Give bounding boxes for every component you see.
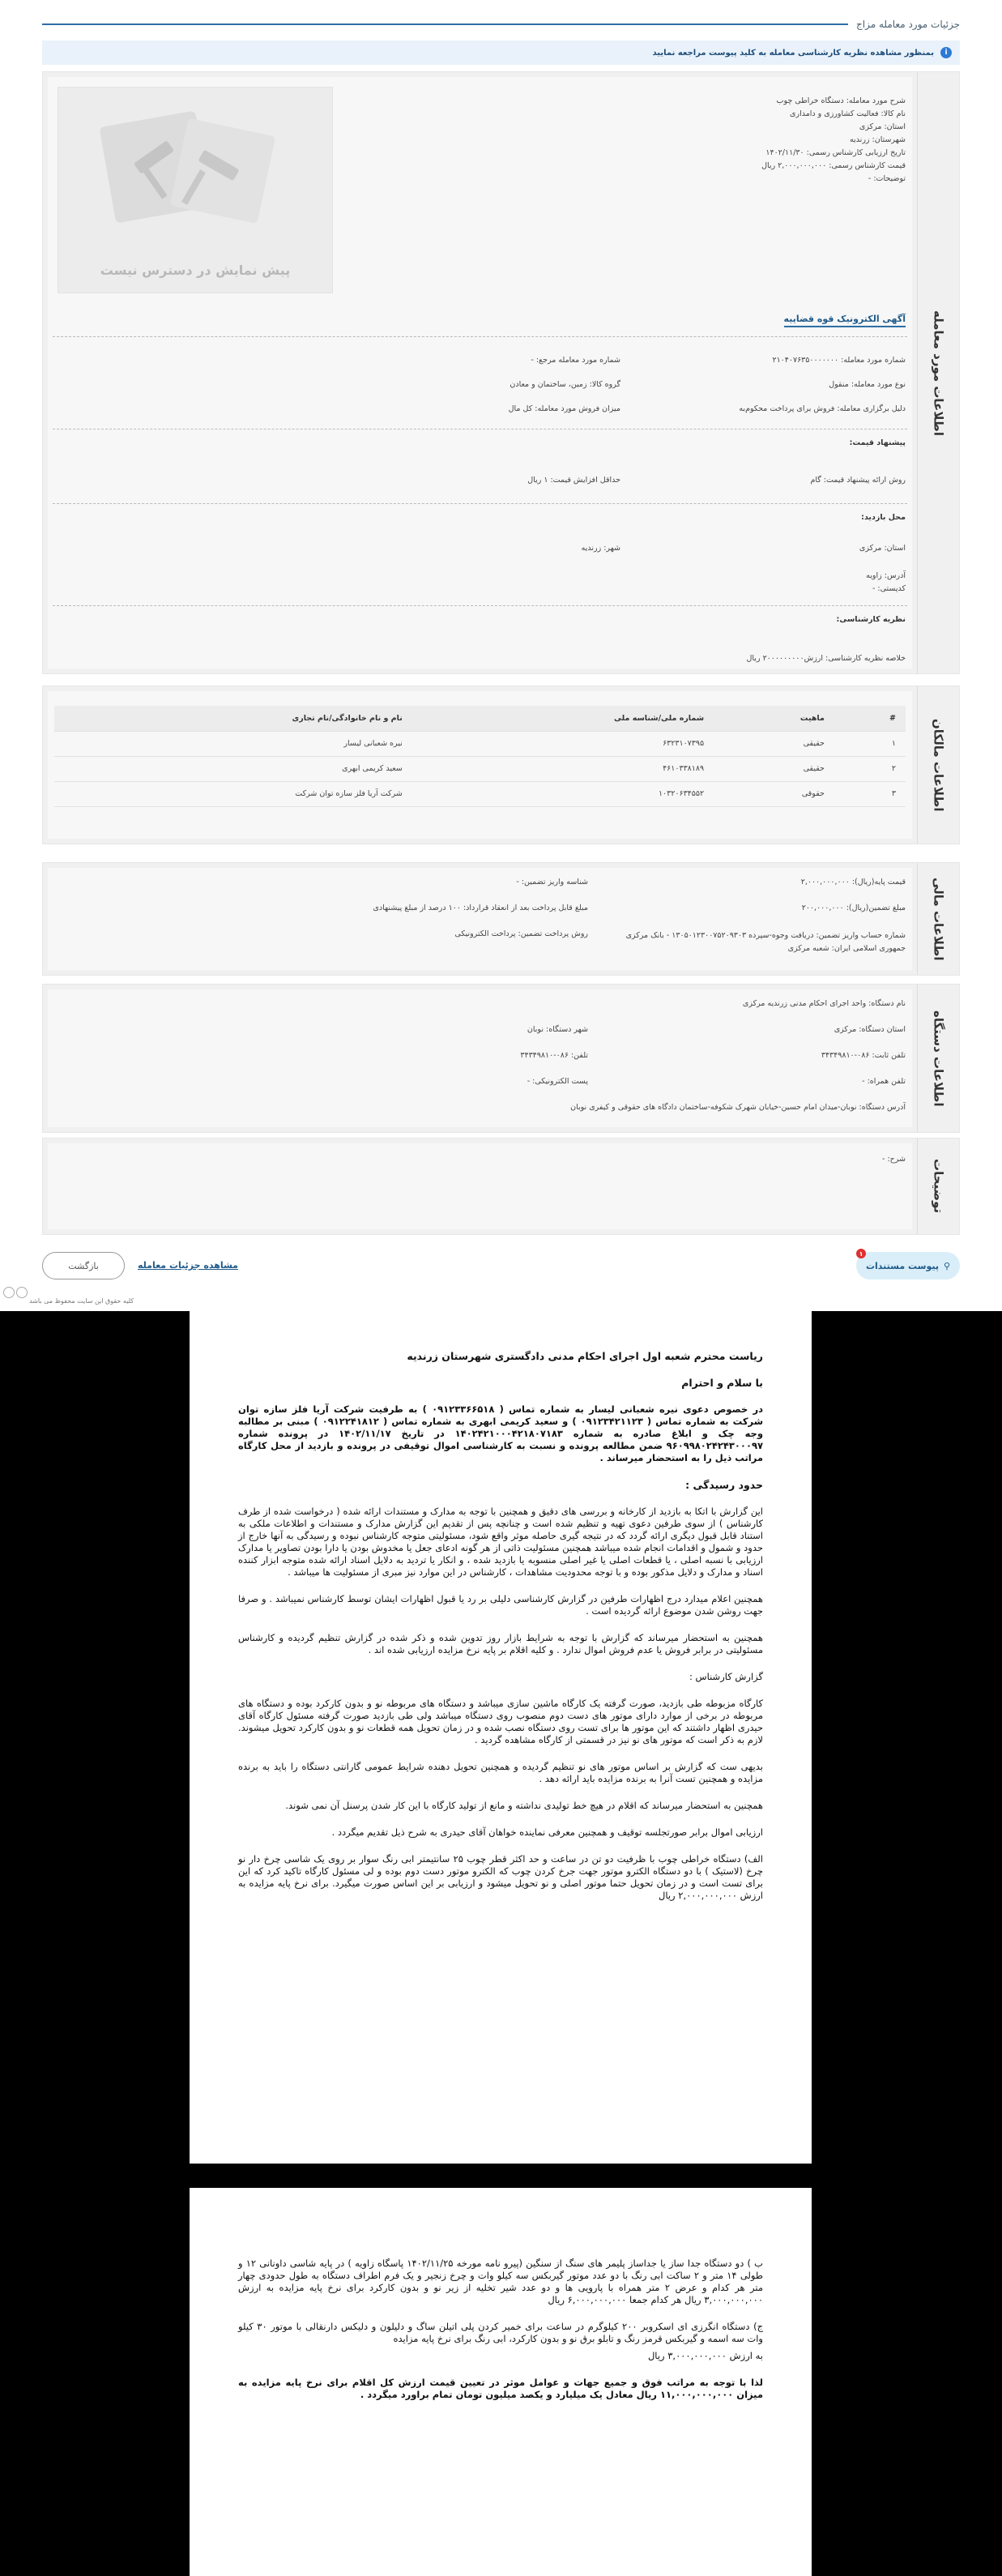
info-icon: i bbox=[940, 47, 952, 58]
report-title: گزارش کارشناس : bbox=[689, 1671, 763, 1682]
column-header: نام و نام خانوادگی/نام تجاری bbox=[54, 706, 412, 731]
agency-fax: تلفن: ۰۸۶-۳۴۳۴۹۸۱۰ bbox=[520, 1051, 588, 1060]
desc-line: استان: مرکزی bbox=[859, 122, 906, 131]
item-info-body bbox=[48, 77, 912, 669]
finance-body bbox=[48, 868, 912, 970]
footer bbox=[0, 1297, 1002, 1306]
column-header: شماره ملی/شناسه ملی bbox=[412, 706, 714, 731]
expert-summary: خلاصه نظریه کارشناسی: ارزش۲۰۰۰۰۰۰۰۰۰ ریال bbox=[746, 654, 906, 663]
view-details-link[interactable]: مشاهده جزئیات معامله bbox=[138, 1260, 238, 1271]
copyright-text: کلیه حقوق این سایت محفوظ می باشد bbox=[29, 1297, 134, 1305]
document-paragraph: ارزیابی اموال برابر صورتجلسه توقیف و همچنین معرفی نماینده خواهان آقای حیدری به شرح ذیل تقدیم میگردد . bbox=[331, 1826, 763, 1838]
judicial-ad-link[interactable]: آگهی الکترونیک قوه قضاییه bbox=[784, 314, 906, 327]
bid-method: روش ارائه پیشنهاد قیمت: گام bbox=[810, 476, 906, 485]
table-cell: شرکت آریا فلز سازه توان شرکت bbox=[54, 781, 412, 806]
divider bbox=[53, 503, 907, 504]
item-info-section bbox=[42, 71, 960, 674]
document-title: ریاست محترم شعبه اول اجرای احکام مدنی دادگستری شهرستان زرندیه bbox=[407, 1350, 763, 1362]
image-placeholder-caption: پیش نمایش در دسترس نیست bbox=[100, 263, 291, 278]
divider bbox=[53, 605, 907, 606]
page-header bbox=[42, 16, 960, 32]
desc-line: توضیحات: - bbox=[868, 174, 906, 183]
document-paragraph: همچنین به استحضار میرساند که اقلام در هیچ خط تولیدی نداشته و مانع از تولید کارگاه با این کار شدن پرسنل آن نمی شوند. bbox=[285, 1800, 763, 1811]
deal-number: شماره مورد معامله: ۲۱۰۴۰۷۶۳۵۰۰۰۰۰۰۰ bbox=[772, 356, 906, 365]
deposit-account: شماره حساب واریز تضمین: دریافت وجوه-سپرده ۱۳۰۵۰۱۲۳۰۰۷۵۲۰۹۳۰۳ - بانک مرکزی جمهوری اسلامی ایران: شعبه مرکزی bbox=[625, 931, 906, 953]
paperclip-icon: ⚲ bbox=[943, 1260, 951, 1271]
table-cell: ۴۶۱۰۳۳۸۱۸۹ bbox=[412, 756, 714, 781]
owners-side-title: اطلاعات مالکان bbox=[917, 686, 959, 844]
attachments-button[interactable] bbox=[856, 1252, 960, 1279]
base-price: قیمت پایه(ریال): ۲,۰۰۰,۰۰۰,۰۰۰ bbox=[800, 878, 906, 886]
agency-body bbox=[48, 989, 912, 1127]
agency-name: نام دستگاه: واحد اجرای احکام مدنی زرندیه مرکزی bbox=[742, 999, 906, 1008]
deposit-id: شناسه واریز تضمین: - bbox=[516, 878, 588, 886]
attachment-notice bbox=[42, 41, 960, 65]
agency-address: آدرس دستگاه: نوبان-میدان امام حسین-خیابان شهرک شکوفه-ساختمان دادگاه های حقوقی و کیفری نوبان bbox=[570, 1103, 906, 1112]
agency-mobile: تلفن همراه: - bbox=[862, 1077, 906, 1086]
table-row bbox=[54, 756, 906, 781]
owners-body bbox=[48, 691, 912, 839]
remaining-payment: مبلغ قابل پرداخت بعد از انعقاد قرارداد: ۱۰۰ درصد از مبلغ پیشنهادی bbox=[373, 904, 588, 912]
document-paragraph: همچنین اعلام میدارد درج اظهارات طرفین در گزارش کارشناسی دلیلی بر رد یا قبول اظهارات ایشان توسط کارشناس نمیباشد . و صرفا جهت روشن شدن موضوع ارائه گردیده است . bbox=[238, 1593, 763, 1617]
document-page-1 bbox=[190, 1311, 812, 2164]
min-increase: حداقل افزایش قیمت: ۱ ریال bbox=[527, 476, 620, 485]
divider bbox=[53, 336, 907, 337]
page-title: جزئیات مورد معامله مزاج bbox=[856, 19, 960, 30]
attachments-label: پیوست مستندات bbox=[865, 1260, 939, 1271]
document-paragraph: این گزارش با اتکا به بازدید از کارخانه و بررسی های دقیق و همچنین با توجه به مدارک و مستندات ارائه شده ( درخواست شده از طرف کارشناس ) از سوی طرفین دعوی تهیه و تنظیم شده است و چنانچه پس از تقدیم این گزارش مدارک و مستندات و اطلاعات ملکی به استناد قابل قبول دیگری ارائه گردد که در نتیجه گیری حاصله موثر واقع شود، مسئولیتی متوجه کارشناس نبوده و رسیدگی به آنها خارج از حدود و شمول و اقدامات انجام شده میباشد همچنین مسئولیت ذاتی از هر گونه ادعای جعل یا مخدوش بودن یا دارا بودن تصاویر یا مدارک ارزیابی با نسبه اصلی ، یا قطعات اصلی یا غیر اصلی منسوبه یا بازدید شده ، و انکار یا تردید به دلایل اسناد ارائه شده متوجه ابزار کننده اسناد و مدارک و دلایل مذکور بوده و با توجه محدودیت مشاهدات ، کارشناس در این موارد نیز مبری از مسئولیت ها میباشد . bbox=[238, 1506, 763, 1578]
logo-icon bbox=[16, 1287, 28, 1298]
table-cell: حقوقی bbox=[714, 781, 834, 806]
document-paragraph: الف) دستگاه خراطی چوب با ظرفیت دو تن در ساعت و حد اکثر قطر چوب ۲۵ سانتیمتر ابی رنگ سوار بر روی یک شاسی چرخ دار نو چرخ (لاستیک ) با دو دستگاه الکترو موتور جهت جرخ کردن چوب که الکترو موتور دست دوم بوده و لی مسئول کارگاه تاکید کرد که این برای تست است و در زمان تحویل حتما موتور اصلی و نو تحویل میشود و ارزیابی بر این اساس صورت میگیرد. برای نرخ پایه مزایده به ارزش ۲,۰۰۰,۰۰۰,۰۰۰ ریال bbox=[238, 1853, 763, 1901]
document-intro: در خصوص دعوی نیره شعبانی لیسار به شماره تماس ( ۰۹۱۲۳۳۶۶۵۱۸ ) به طرفیت شرکت آریا فلز سازه توان شرکت به شماره تماس ( ۰۹۱۲۳۴۲۱۱۲۳ ) و سعید کریمی ابهری به شماره تماس ( ۰۹۱۲۲۴۱۸۱۲ ) مبنی بر مطالبه وجه چک و ابلاغ صادره به شماره ۱۴۰۲۴۲۱۰۰۰۴۲۱۸۰۷۱۸۳ در تاریخ ۱۴۰۲/۱۱/۱۷ در پرونده شماره ۹۶۰۹۹۸۰۲۴۲۴۳۰۰۰۹۷ ضمن مطالعه پرونده و نسبت به کارشناسی اموال توقیفی در پرونده و بازدید از محل کارگاه مراتب ذیل را به استحضار میرساند . bbox=[238, 1403, 764, 1463]
agency-side-title: اطلاعات دستگاه bbox=[917, 985, 959, 1132]
table-cell: حقیقی bbox=[714, 756, 834, 781]
table-row bbox=[54, 731, 906, 756]
owners-section bbox=[42, 686, 960, 844]
document-paragraph: ب ) دو دستگاه جدا ساز یا جداساز پلیمر های سنگ از سنگین (پیرو نامه مورخه ۱۴۰۲/۱۱/۲۵ پاسگاه زاویه ) در پایه شاسی داونانی ۱۲ و طولی ۱۴ متر و ۲ ساکت ابی رنگ با دو عدد موتور گیربکس سه کیلو وات و چرخ زنجیر و یک فرم اطراف دستگاه به طول حدودی چهار متر هر کدام و عرض ۲ متر همراه با پارویی ها و دو عدد شیر تخلیه از زیر نو و بدون کارکرد برای نرخ پایه مزایده به ارزش ۳,۰۰۰,۰۰۰,۰۰۰ ریال هر کدام جمعا ۶,۰۰۰,۰۰۰,۰۰۰ ریال bbox=[238, 2258, 764, 2305]
agency-province: استان دستگاه: مرکزی bbox=[834, 1025, 906, 1034]
desc-line: شرح مورد معامله: دستگاه خراطی چوب bbox=[776, 96, 906, 105]
document-viewer bbox=[0, 1311, 1002, 2576]
desc-line: نام کالا: فعالیت کشاورزی و دامداری bbox=[790, 109, 906, 118]
goods-group: گروه کالا: زمین، ساختمان و معادن bbox=[510, 380, 620, 389]
table-cell: ۱۰۳۲۰۶۳۴۵۵۲ bbox=[412, 781, 714, 806]
owners-table bbox=[54, 706, 906, 807]
description-text: شرح: - bbox=[882, 1155, 906, 1164]
agency-phone: تلفن ثابت: ۰۸۶-۳۴۳۴۹۸۱۰ bbox=[821, 1051, 906, 1060]
document-paragraph: همچنین به استحضار میرساند که گزارش با توجه به شرایط بازار روز تدوین شده و ذکر شده در گزارش تنظیم گردیده و کارشناس مسئولیتی در برابر فروش یا عدم فروش اموال ندارد . و کلیه اقلام بر پایه نرخ مزایده ارزیابی شده اند . bbox=[238, 1632, 763, 1655]
document-greeting: با سلام و احترام bbox=[681, 1377, 763, 1389]
location-postal: کدپستی: - bbox=[872, 584, 906, 593]
notice-text: بمنظور مشاهده نظریه کارشناسی معامله به کلید پیوست مراجعه نمایید bbox=[652, 48, 934, 58]
scope-title: حدود رسیدگی : bbox=[685, 1479, 763, 1491]
table-row bbox=[54, 781, 906, 806]
location-province: استان: مرکزی bbox=[859, 544, 906, 553]
table-cell: ۲ bbox=[834, 756, 906, 781]
finance-section bbox=[42, 862, 960, 976]
location-address: آدرس: زاویه bbox=[866, 571, 906, 580]
table-cell: سعید کریمی ابهری bbox=[54, 756, 412, 781]
deal-type: نوع مورد معامله: منقول bbox=[829, 380, 906, 389]
table-cell: نیره شعبانی لیسار bbox=[54, 731, 412, 756]
agency-city: شهر دستگاه: نوبان bbox=[527, 1025, 588, 1034]
expert-title: نظریه کارشناسی: bbox=[836, 615, 906, 624]
ref-number: شماره مورد معامله مرجع: - bbox=[531, 356, 620, 365]
description-body bbox=[48, 1143, 912, 1229]
action-bar bbox=[42, 1252, 960, 1284]
logo-icon bbox=[3, 1287, 15, 1298]
agency-email: پست الکترونیکی: - bbox=[527, 1077, 588, 1086]
desc-line: قیمت کارشناس رسمی: ۲,۰۰۰,۰۰۰,۰۰۰ ریال bbox=[761, 161, 906, 170]
payment-method: روش پرداخت تضمین: پرداخت الکترونیکی bbox=[454, 929, 588, 938]
description-section bbox=[42, 1138, 960, 1235]
finance-side-title: اطلاعات مالی bbox=[917, 863, 959, 975]
table-cell: ۶۳۲۳۱۰۷۳۹۵ bbox=[412, 731, 714, 756]
document-conclusion: لذا با توجه به مراتب فوق و جمیع جهات و عوامل موثر در تعیین قیمت ارزش کل اقلام برای نرخ پایه مزایده به میزان ۱۱,۰۰۰,۰۰۰,۰۰۰ ریال معادل یک میلیارد و یکصد میلیون تومان تمام براورد میگردد . bbox=[238, 2377, 763, 2400]
image-placeholder bbox=[58, 87, 333, 293]
column-header: # bbox=[834, 706, 906, 731]
item-info-side-title: اطلاعات مورد معامله bbox=[917, 72, 959, 673]
document-paragraph: کارگاه مزبوطه طی بازدید، صورت گرفته یک کارگاه ماشین سازی میباشد و دستگاه های مربوطه نو و بدون کارکرد بوده و دستگاه های مربوطه در برخی از موارد دارای موتور های دست دوم منصوب روی دستگاه میباشد ولی طی بازدید صورت گرفته مسئول کارگاه آقای حیدری اظهار داشتند که این موتور ها برای تست روی دستگاه نصب شده و در زمان تحویل همه قطعات نو و بدون کارکرد تحویل میشوند. لازم به ذکر است که موتور های نو نیز در قسمتی از کارگاه مشاهده گردید . bbox=[238, 1698, 763, 1745]
table-cell: ۳ bbox=[834, 781, 906, 806]
table-header-row bbox=[54, 706, 906, 731]
location-title: محل بازدید: bbox=[861, 513, 906, 522]
description-side-title: توضیحات bbox=[917, 1138, 959, 1234]
gavel-placeholder-icon bbox=[57, 88, 332, 250]
back-button[interactable]: بازگشت bbox=[42, 1252, 125, 1279]
desc-line: تاریخ ارزیابی کارشناس رسمی: ۱۴۰۲/۱۱/۳۰ bbox=[765, 148, 906, 157]
bid-title: پیشنهاد قیمت: bbox=[849, 438, 906, 447]
column-header: ماهیت bbox=[714, 706, 834, 731]
agency-section bbox=[42, 984, 960, 1133]
table-cell: ۱ bbox=[834, 731, 906, 756]
header-divider bbox=[42, 23, 848, 25]
sale-share: میزان فروش مورد معامله: کل مال bbox=[508, 404, 620, 413]
desc-line: شهرستان: زرندیه bbox=[849, 135, 906, 144]
location-city: شهر: زرندیه bbox=[581, 544, 620, 553]
document-paragraph: به ارزش ۳,۰۰۰,۰۰۰,۰۰۰ ریال bbox=[647, 2350, 763, 2361]
document-page-2 bbox=[190, 2188, 812, 2576]
document-paragraph: ج) دستگاه انگرزی ای اسکروبر ۲۰۰ کیلوگرم در ساعت برای خمیر کردن پلی اتیلن ساگ و دلیلون و دلیکس دارنقالی با موتور ۳۰ کیلو وات سه اسمه و گیربکس قرمز رنگ و تابلو برق نو و بدون کارکرد، ابی رنگ برای نرخ پایه مزایده bbox=[238, 2321, 764, 2344]
sale-reason: دلیل برگزاری معامله: فروش برای پرداخت محکوم‌به bbox=[739, 404, 906, 413]
attachments-badge: ۱ bbox=[856, 1249, 866, 1258]
deposit-amount: مبلغ تضمین(ریال): ۲۰۰,۰۰۰,۰۰۰ bbox=[801, 904, 906, 912]
table-cell: حقیقی bbox=[714, 731, 834, 756]
document-paragraph: بدیهی ست که گزارش بر اساس موتور های نو تنظیم گردیده و همچنین تحویل دهنده شرایط عمومی گارانتی دستگاه را باید به برنده مزایده و همچنین تست آنرا به برنده مزایده باید ارائه دهد . bbox=[238, 1761, 763, 1784]
